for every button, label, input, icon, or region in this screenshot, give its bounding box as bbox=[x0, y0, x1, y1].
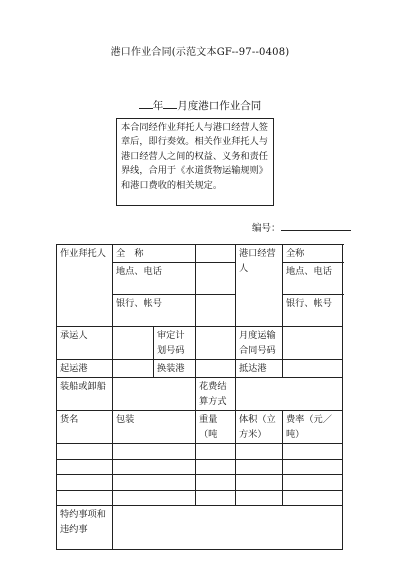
packaging-cell[interactable] bbox=[113, 459, 196, 475]
special-terms-label: 特约事项和违约事 bbox=[57, 506, 113, 550]
volume-cell[interactable] bbox=[236, 475, 283, 491]
rate-cell[interactable] bbox=[283, 475, 343, 491]
transfer-port-label: 换装港 bbox=[154, 360, 196, 378]
carrier-value[interactable] bbox=[113, 327, 154, 360]
rate-cell[interactable] bbox=[283, 490, 343, 506]
heading-year: 年 bbox=[152, 100, 164, 112]
table-row bbox=[57, 245, 343, 263]
notice-box bbox=[116, 118, 274, 206]
entrust-bank-value[interactable] bbox=[196, 295, 236, 327]
table-row bbox=[57, 506, 343, 550]
approved-plan-label: 审定计划号码 bbox=[154, 327, 196, 360]
loading-unloading-label: 装船或卸船 bbox=[57, 378, 113, 411]
arrival-port-label: 抵达港 bbox=[236, 360, 283, 378]
weight-cell[interactable] bbox=[196, 475, 236, 491]
month-blank bbox=[163, 98, 177, 109]
contract-number-line bbox=[252, 220, 351, 235]
entrust-party-label: 作业拜托人 bbox=[57, 245, 113, 327]
volume-header: 体积（立方米） bbox=[236, 411, 283, 444]
monthly-contract-label: 月度运输合同号码 bbox=[236, 327, 283, 360]
table-row bbox=[57, 360, 343, 378]
table-row bbox=[57, 459, 343, 475]
entrust-full-name-label: 全 称 bbox=[113, 245, 196, 263]
departure-port-value[interactable] bbox=[113, 360, 154, 378]
special-terms-value[interactable] bbox=[113, 506, 343, 550]
monthly-contract-value[interactable] bbox=[283, 327, 343, 360]
heading-rest: 月度港口作业合同 bbox=[177, 100, 262, 112]
weight-cell[interactable] bbox=[196, 490, 236, 506]
table-row bbox=[57, 490, 343, 506]
transfer-port-value[interactable] bbox=[196, 360, 236, 378]
weight-header: 重量（吨 bbox=[196, 411, 236, 444]
number-label: 编号： bbox=[252, 223, 281, 234]
operator-bank-label: 银行、帐号 bbox=[283, 295, 343, 327]
number-blank[interactable] bbox=[281, 220, 351, 231]
contract-heading bbox=[0, 98, 400, 112]
arrival-port-value[interactable] bbox=[283, 360, 343, 378]
notice-text: 本合同经作业拜托人与港口经营人签章后，即行奏效。相关作业拜托人与港口经营人之间的权益、义务和责任界线，合用于《水道货物运输规则》和港口费收的相关规定。 bbox=[121, 122, 268, 191]
table-row bbox=[57, 444, 343, 460]
loading-unloading-value[interactable] bbox=[113, 378, 196, 411]
year-blank bbox=[139, 98, 153, 109]
operator-party-label: 港口经营人 bbox=[236, 245, 283, 327]
table-row bbox=[57, 327, 343, 360]
cargo-name-header: 货名 bbox=[57, 411, 113, 444]
rate-header: 费率（元／吨） bbox=[283, 411, 343, 444]
packaging-header: 包装 bbox=[113, 411, 196, 444]
fee-settlement-value[interactable] bbox=[236, 378, 343, 411]
volume-cell[interactable] bbox=[236, 490, 283, 506]
cargo-cell[interactable] bbox=[57, 475, 113, 491]
cargo-cell[interactable] bbox=[57, 459, 113, 475]
fee-settlement-label: 花费结算方式 bbox=[196, 378, 236, 411]
entrust-full-name-value[interactable] bbox=[196, 245, 236, 263]
entrust-address-label: 地点、电话 bbox=[113, 263, 196, 295]
carrier-label: 承运人 bbox=[57, 327, 113, 360]
packaging-cell[interactable] bbox=[113, 475, 196, 491]
document-title: 港口作业合同(示范文本GF--97--0408) bbox=[110, 47, 290, 58]
packaging-cell[interactable] bbox=[113, 444, 196, 460]
volume-cell[interactable] bbox=[236, 444, 283, 460]
volume-cell[interactable] bbox=[236, 459, 283, 475]
weight-cell[interactable] bbox=[196, 444, 236, 460]
operator-full-name-label: 全称 bbox=[283, 245, 343, 263]
table-row bbox=[57, 475, 343, 491]
cargo-cell[interactable] bbox=[57, 490, 113, 506]
operator-address-label: 地点、电话 bbox=[283, 263, 343, 295]
approved-plan-value[interactable] bbox=[196, 327, 236, 360]
rate-cell[interactable] bbox=[283, 459, 343, 475]
contract-table bbox=[56, 244, 343, 550]
cargo-cell[interactable] bbox=[57, 444, 113, 460]
entrust-bank-label: 银行、帐号 bbox=[113, 295, 196, 327]
departure-port-label: 起运港 bbox=[57, 360, 113, 378]
packaging-cell[interactable] bbox=[113, 490, 196, 506]
rate-cell[interactable] bbox=[283, 444, 343, 460]
table-row bbox=[57, 411, 343, 444]
weight-cell[interactable] bbox=[196, 459, 236, 475]
entrust-address-value[interactable] bbox=[196, 263, 236, 295]
table-row bbox=[57, 378, 343, 411]
